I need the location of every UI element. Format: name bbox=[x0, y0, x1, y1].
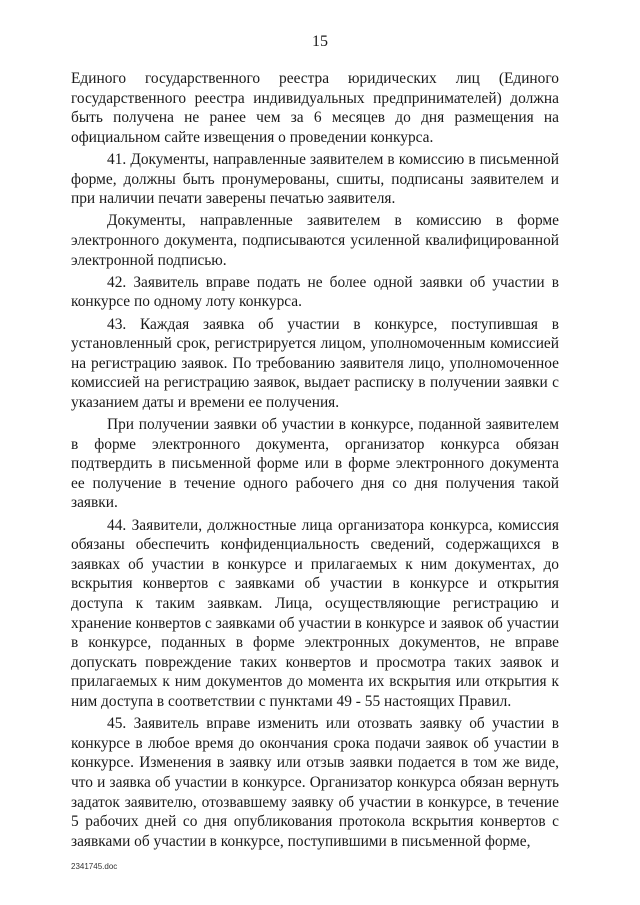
paragraph: 44. Заявители, должностные лица организатора конкурса, комиссия обязаны обеспечить конфиденциальность сведений, содержащихся в заявках об участии в конкурсе и прилагаемых к ним документах, до вскрытия конвертов с заявками об участии в конкурсе и открытия доступа к таким заявкам. Лица, осуществляющие регистрацию и хранение конвертов с заявками об участии в конкурсе и заявок об участии в конкурсе, поданных в форме электронных документов, не вправе допускать повреждение таких конвертов и просмотра таких заявок и прилагаемых к ним документов до момента их вскрытия или открытия к ним доступа в соответствии с пунктами 49 - 55 настоящих Правил. bbox=[71, 516, 559, 710]
paragraph: 42. Заявитель вправе подать не более одной заявки об участии в конкурсе по одному лоту конкурса. bbox=[71, 273, 559, 311]
page-number: 15 bbox=[312, 33, 328, 50]
paragraph: Единого государственного реестра юридических лиц (Единого государственного реестра индивидуальных предпринимателей) должна быть получена не ранее чем за 6 месяцев до дня размещения на официальном сайте извещения о проведении конкурса. bbox=[71, 70, 559, 146]
paragraph: При получении заявки об участии в конкурсе, поданной заявителем в форме электронного документа, организатор конкурса обязан подтвердить в письменной форме или в форме электронного документа ее получение в течение одного рабочего дня со дня получения такой заявки. bbox=[71, 416, 559, 512]
paragraph: Документы, направленные заявителем в комиссию в форме электронного документа, подписываются усиленной квалифицированной электронной подписью. bbox=[71, 212, 559, 269]
paragraph: 41. Документы, направленные заявителем в комиссию в письменной форме, должны быть пронумерованы, сшиты, подписаны заявителем и при наличии печати заверены печатью заявителя. bbox=[71, 150, 559, 208]
document-body bbox=[71, 69, 559, 854]
paragraph: 45. Заявитель вправе изменить или отозвать заявку об участии в конкурсе в любое время до окончания срока подачи заявок об участии в конкурсе. Изменения в заявку или отзыв заявки подается в том же виде, что и заявка об участии в конкурсе. Организатор конкурса обязан вернуть задаток заявителю, отозвавшему заявку об участии в конкурсе, в течение 5 рабочих дней со дня опубликования протокола вскрытия конвертов с заявками об участии в конкурсе, поступившими в письменной форме, bbox=[71, 715, 559, 850]
file-name-footer: 2341745.doc bbox=[71, 862, 118, 871]
paragraph: 43. Каждая заявка об участии в конкурсе, поступившая в установленный срок, регистрируется лицом, уполномоченным комиссией на регистрацию заявок. По требованию заявителя лицо, уполномоченное комиссией на регистрацию заявок, выдает расписку в получении заявки с указанием даты и времени ее получения. bbox=[71, 315, 559, 411]
